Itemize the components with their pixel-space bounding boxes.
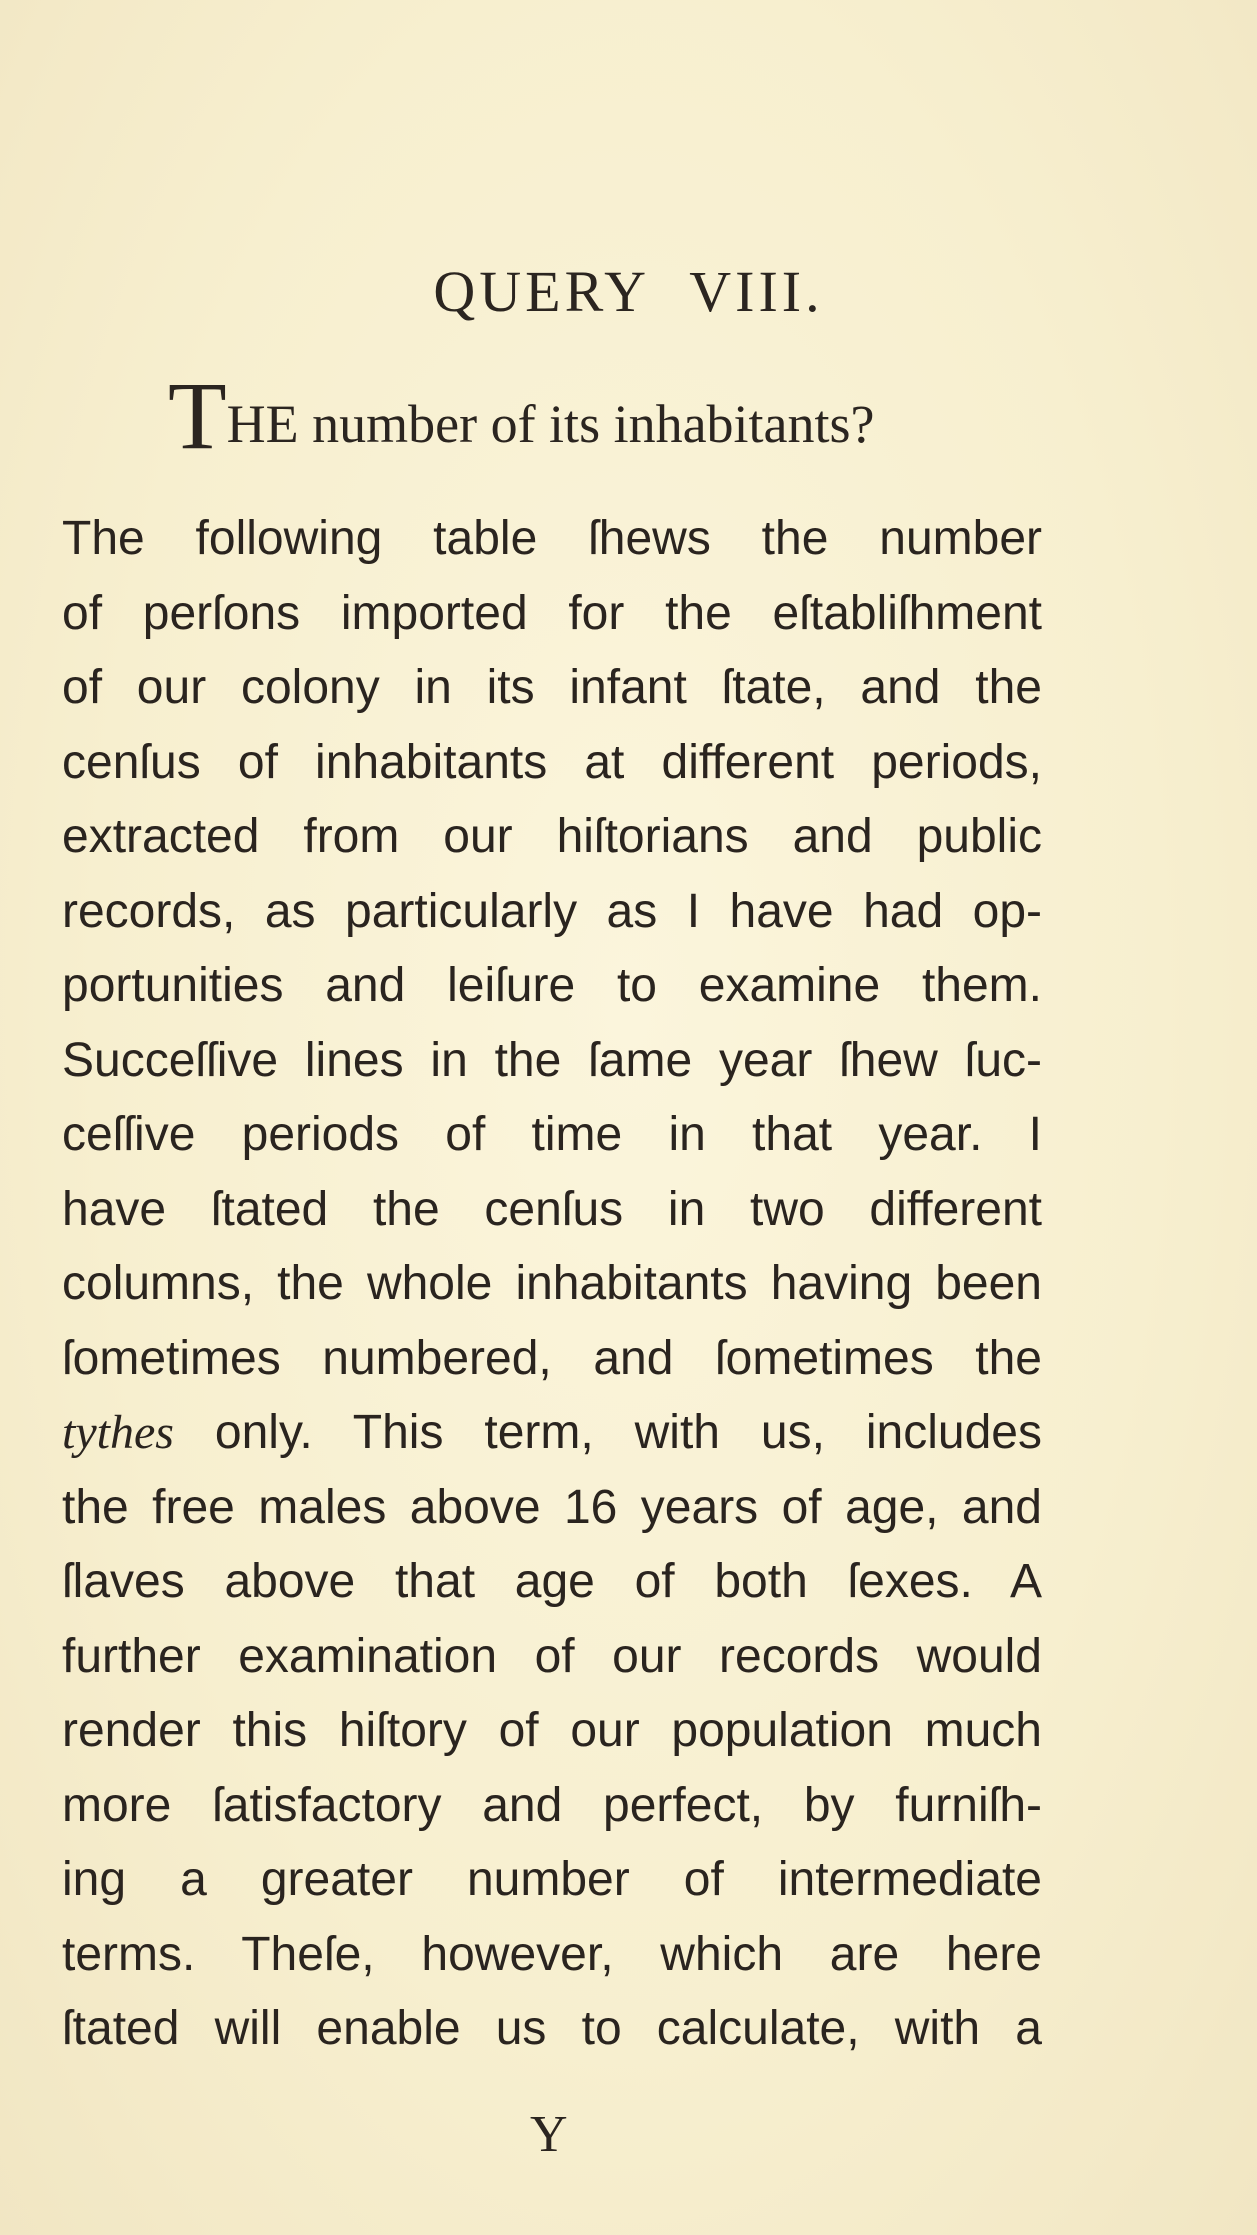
text-line: more ſatisfactory and perfect, by furniſh-: [62, 1778, 1042, 1832]
text-line: further examination of our records would: [62, 1629, 1042, 1683]
text-line: Succeſſive lines in the ſame year ſhew ſuc-: [62, 1033, 1042, 1087]
text-line: ſometimes numbered, and ſometimes the: [62, 1331, 1042, 1385]
text-line: The following table ſhews the number: [62, 512, 1042, 565]
text-line: of our colony in its infant ſtate, and the: [62, 661, 1042, 714]
text-line: ing a greater number of intermediate: [62, 1853, 1042, 1906]
query-text: HE number of its inhabitants?: [226, 394, 875, 454]
chapter-heading: QUERY VIII.: [433, 259, 824, 324]
text-line: portunities and leiſure to examine them.: [62, 959, 1042, 1012]
text-line: ſtated will enable us to calculate, with a: [62, 2002, 1042, 2055]
bleed-through-texture: [40, 60, 1190, 228]
text-line: records, as particularly as I have had op-: [62, 884, 1042, 938]
query-question: [168, 362, 875, 469]
text-line: render this hiſtory of our population much: [62, 1704, 1042, 1757]
text-line: extracted from our hiſtorians and public: [62, 810, 1042, 863]
text-line: columns, the whole inhabitants having been: [62, 1257, 1042, 1310]
text-line-remainder: only. This term, with us, includes: [173, 1406, 1042, 1459]
body-paragraph: [62, 502, 1042, 2067]
text-line: ceſſive periods of time in that year. I: [62, 1108, 1042, 1161]
text-line: of perſons imported for the eſtabliſhment: [62, 586, 1042, 640]
drop-capital: T: [168, 362, 227, 469]
printer-signature-mark: Y: [530, 2106, 570, 2163]
text-line: ſlaves above that age of both ſexes. A: [62, 1555, 1042, 1608]
italic-word: tythes: [62, 1406, 174, 1459]
text-line: cenſus of inhabitants at different periods,: [62, 735, 1042, 789]
text-line: terms. Theſe, however, which are here: [62, 1927, 1042, 1981]
text-line: have ſtated the cenſus in two different: [62, 1182, 1042, 1236]
text-line: the free males above 16 years of age, and: [62, 1480, 1042, 1534]
text-line-with-italic: [62, 1396, 1042, 1471]
